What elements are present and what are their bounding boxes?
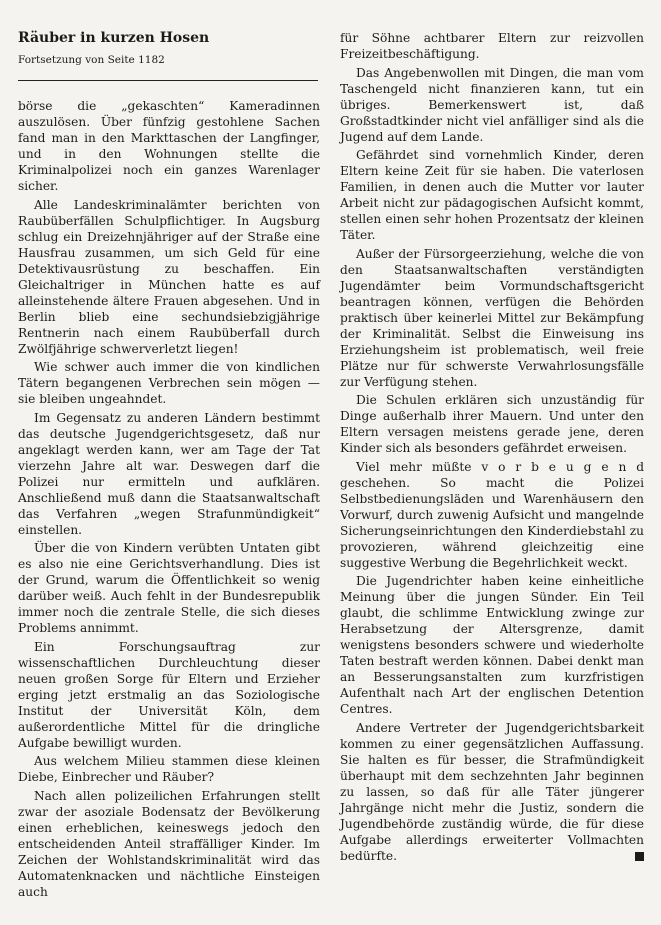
paragraph-text: Andere Vertreter der Jugendgerichtsbarkeit kommen zu einer gegensätzlichen Auffassung. Sie halten es für besser, die Strafmündigkeit überhaupt mit dem sechzehnten Jahr beginnen zu lassen, so daß für alle Täter jüngerer Jahrgänge nicht mehr die Justiz, sondern die Jugendbehörde zuständig würde, die für diese Aufgabe allerdings erweiterter Vollmachten bedürfte.: [340, 720, 644, 863]
paragraph: Die Schulen erklären sich unzuständig für Dinge außerhalb ihrer Mauern. Und unter den Eltern versagen meistens gerade jene, deren Kinder sich als besonders gefährdet erweisen.: [340, 393, 644, 455]
paragraph: Ein Forschungsauftrag zur wissenschaftlichen Durchleuchtung dieser neuen großen Sorge für Eltern und Erzieher erging jetzt erstmalig an das Soziologische Institut der Universität Köln, dem außerordentliche Mittel für die dringliche Aufgabe bewilligt wurden.: [18, 639, 320, 750]
paragraph: Die Jugendrichter haben keine einheitliche Meinung über die jungen Sünder. Ein Teil glaubt, die schlimme Entwicklung zwinge zur Herabsetzung der Altersgrenze, damit wenigstens besonders schwere und wiederholte Taten bestraft werden können. Dabei denkt man an Besserungsanstalten zum kurzfristigen Aufenthalt nach Art der englischen Detention Centres.: [340, 574, 644, 716]
right-column-text: [340, 30, 644, 866]
paragraph: Viel mehr müßte v o r b e u g e n d geschehen. So macht die Polizei Selbstbedienungsläden und Warenhäusern den Vorwurf, durch zuwenig Aufsicht und mangelnde Sicherungseinrichtungen den Kinderdiebstahl zu provozieren, während gleichzeitig eine suggestive Werbung die Begehrlichkeit weckt.: [340, 459, 644, 570]
left-column-text: [18, 98, 320, 902]
paragraph: für Söhne achtbarer Eltern zur reizvollen Freizeitbeschäftigung.: [340, 31, 644, 61]
article-continuation-note: Fortsetzung von Seite 1182: [18, 54, 165, 66]
paragraph: Im Gegensatz zu anderen Ländern bestimmt das deutsche Jugendgerichtsgesetz, daß nur angeklagt werden kann, wer am Tage der Tat vierzehn Jahre alt war. Deswegen darf die Polizei nur ermitteln und aufklären. Anschließend muß dann die Staatsanwaltschaft das Verfahren „wegen Strafunmündigkeit“ einstellen.: [18, 410, 320, 537]
paragraph: börse die „gekaschten“ Kameradinnen auszulösen. Über fünfzig gestohlene Sachen fand man in den Markttaschen der Langfinger, und in den Wohnungen stellte die Kriminalpolizei noch ein ganzes Warenlager sicher.: [18, 99, 320, 193]
paragraph: Gefährdet sind vornehmlich Kinder, deren Eltern keine Zeit für sie haben. Die vaterlosen Familien, in denen auch die Mutter vor lauter Arbeit nicht zur pädagogischen Aufsicht kommt, stellen einen sehr hohen Prozentsatz der kleinen Täter.: [340, 148, 644, 242]
paragraph: [340, 720, 644, 864]
paragraph: Außer der Fürsorgeerziehung, welche die von den Staatsanwaltschaften verständigten Jugendämter beim Vormundschaftsgericht beantragen können, verfügen die Behörden praktisch über keinerlei Mittel zur Bekämpfung der Kriminalität. Selbst die Einweisung ins Erziehungsheim ist problematisch, weil freie Plätze nur für schwerste Verwahrlosungsfälle zur Verfügung stehen.: [340, 246, 644, 389]
paragraph: Über die von Kindern verübten Untaten gibt es also nie eine Gerichtsverhandlung. Dies ist der Grund, warum die Öffentlichkeit so wenig darüber weiß. Auch fehlt in der Bundesrepublik immer noch die zentrale Stelle, die sich dieses Problems annimmt.: [18, 541, 320, 635]
paragraph: Wie schwer auch immer die von kindlichen Tätern begangenen Verbrechen sein mögen — sie bleiben ungeahndet.: [18, 360, 320, 406]
end-of-article-mark: [635, 852, 644, 861]
header-divider: [18, 80, 318, 81]
paragraph: Nach allen polizeilichen Erfahrungen stellt zwar der asoziale Bodensatz der Bevölkerung einen erheblichen, keineswegs jedoch den entscheidenden Anteil straffälliger Kinder. Im Zeichen der Wohlstandskriminalität wird das Automatenknacken und nächtliche Einsteigen auch: [18, 788, 320, 899]
paragraph: Aus welchem Milieu stammen diese kleinen Diebe, Einbrecher und Räuber?: [18, 754, 320, 784]
paragraph: Alle Landeskriminalämter berichten von Raubüberfällen Schulpflichtiger. In Augsburg schlug ein Dreizehnjähriger auf der Straße eine Hausfrau zusammen, um sich Geld für eine Detektivausrüstung zu beschaffen. Ein Gleichaltriger in München hatte es auf alleinstehende ältere Frauen abgesehen. Und in Berlin blieb eine sechundsiebzigjährige Rentnerin nach einem Raubüberfall durch Zwölfjährige schwerverletzt liegen!: [18, 197, 320, 356]
paragraph: Das Angebenwollen mit Dingen, die man vom Taschengeld nicht finanzieren kann, tut ein übriges. Bemerkenswert ist, daß Großstadtkinder nicht viel anfälliger sind als die Jugend auf dem Lande.: [340, 65, 644, 144]
article-title: Räuber in kurzen Hosen: [18, 30, 210, 46]
